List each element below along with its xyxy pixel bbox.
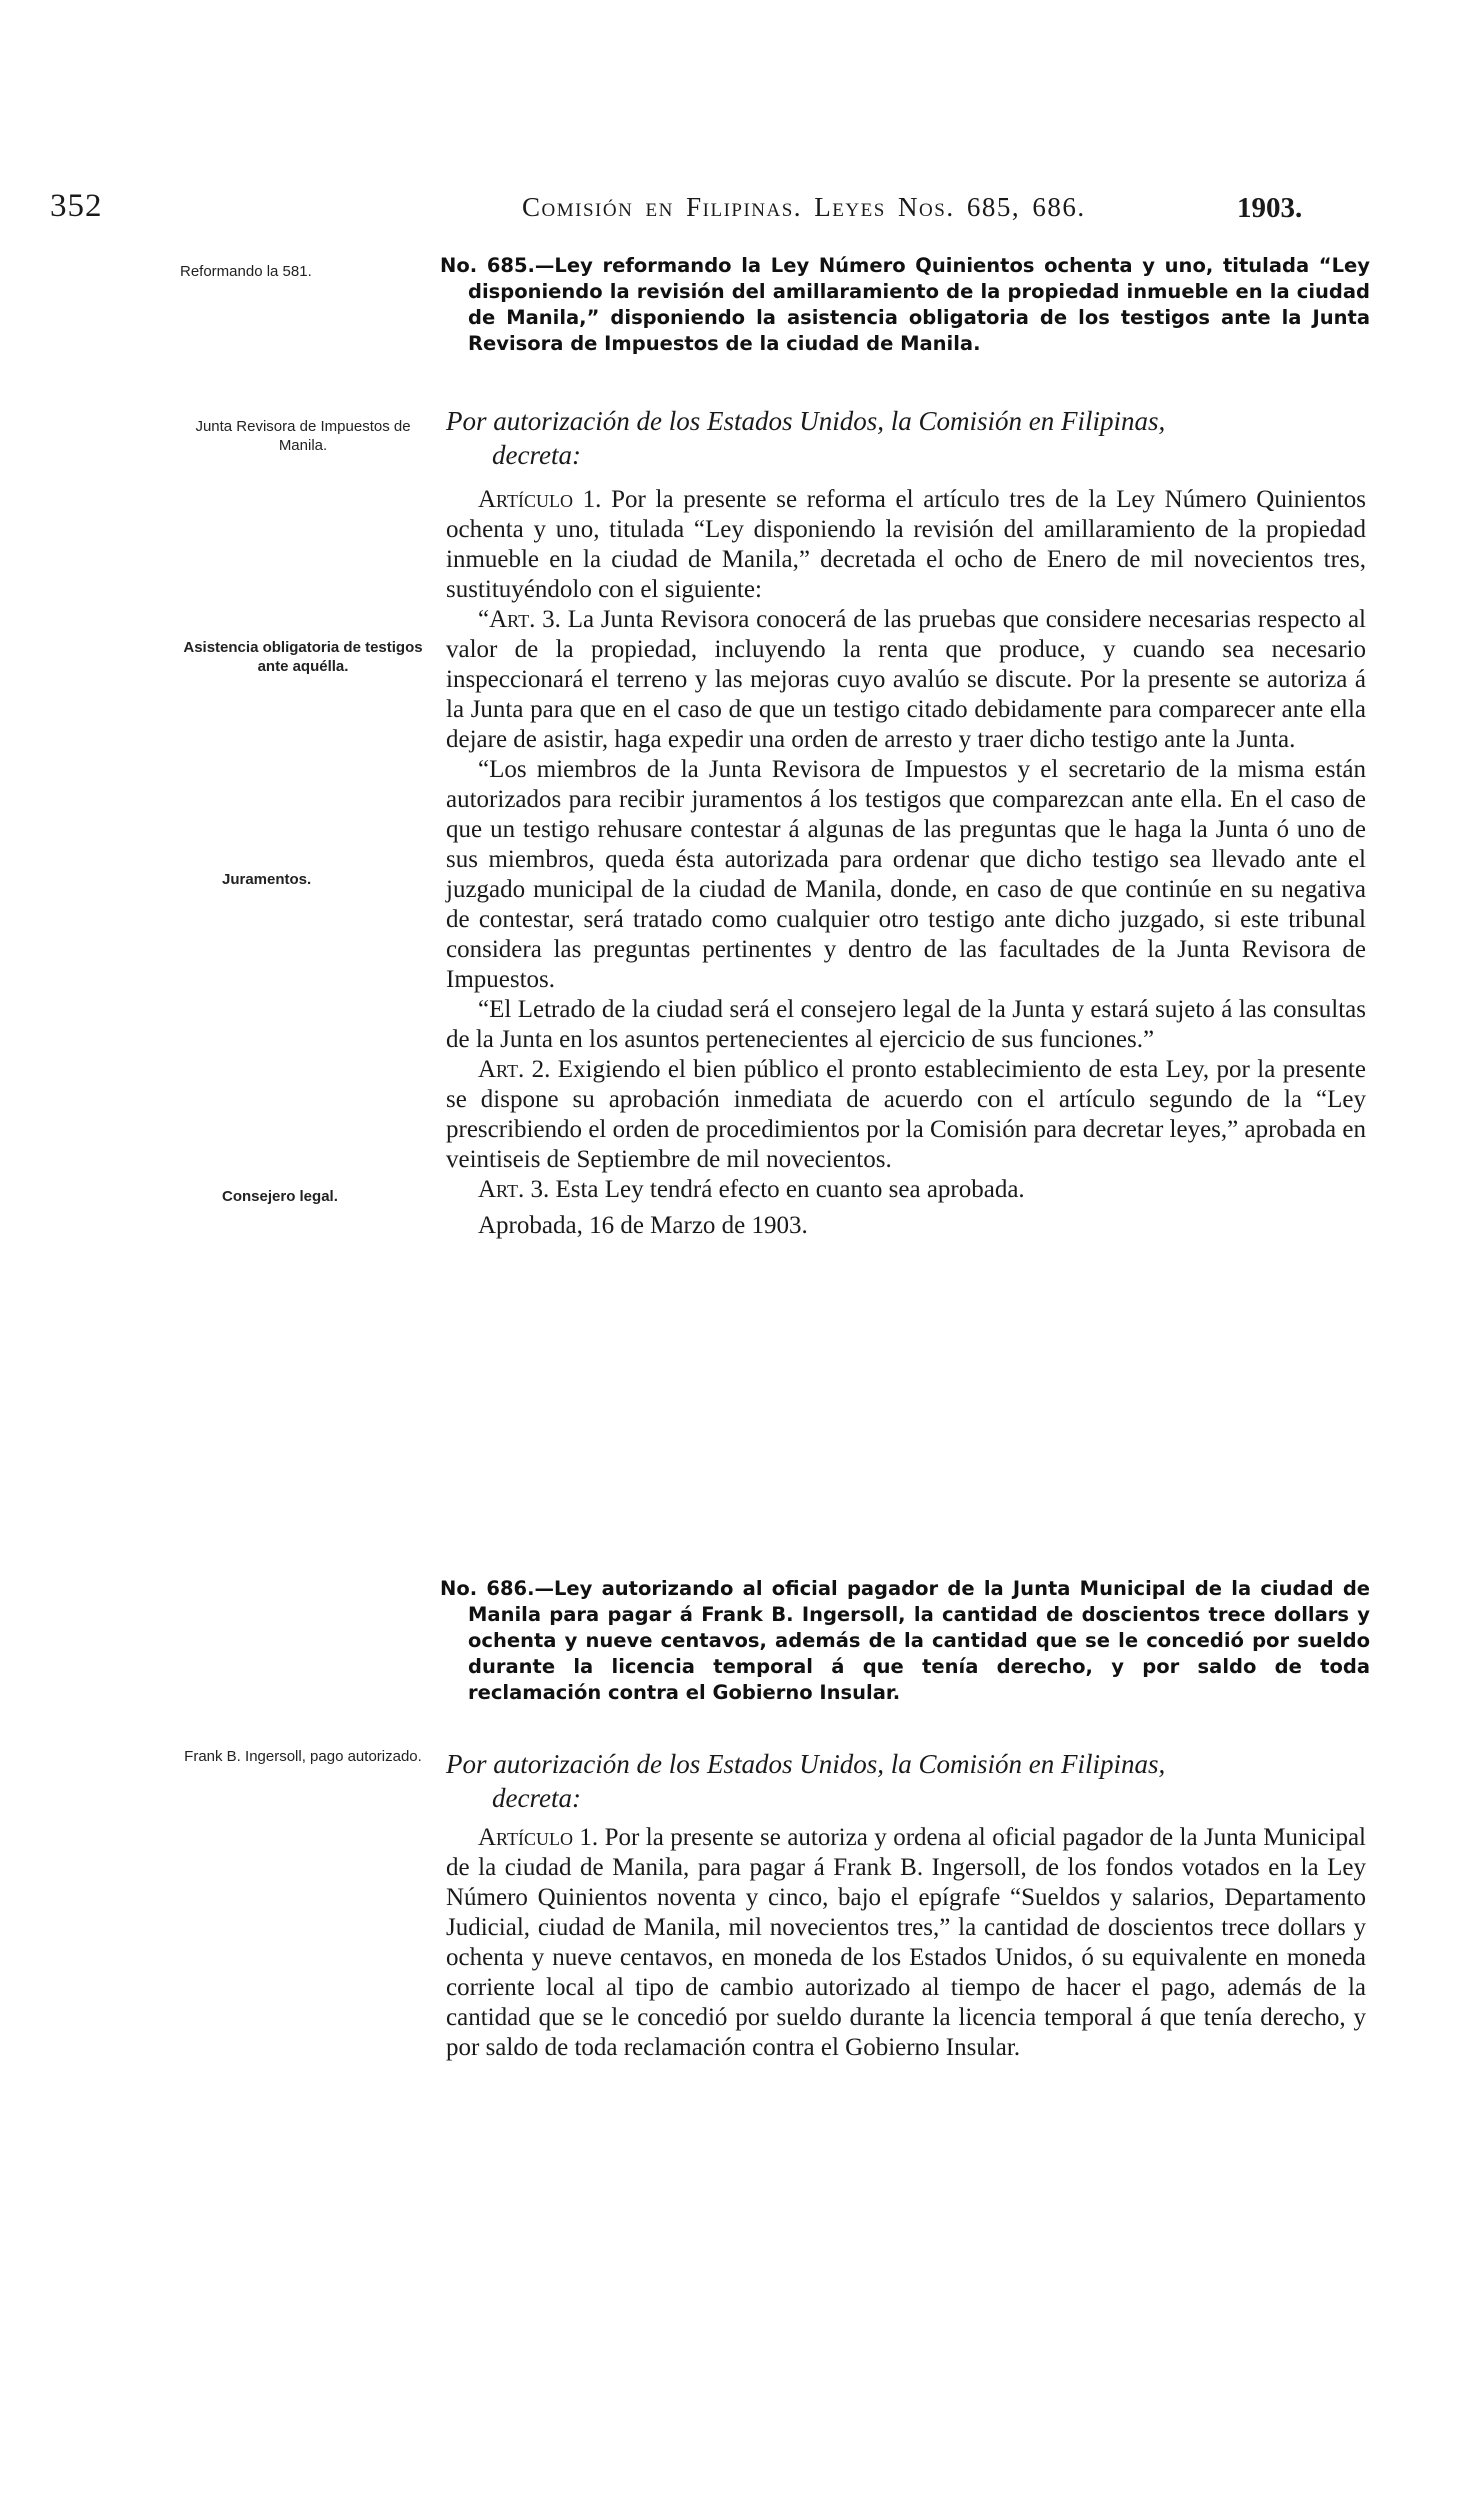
law-685-article-2: [446, 1055, 1366, 1175]
article-label: Art. 3.: [478, 1176, 550, 1203]
enacting-text: Por autorización de los Estados Unidos, la Comisión en Filipinas,: [446, 406, 1166, 436]
running-title: Comisión en Filipinas. Leyes Nos. 685, 686.: [522, 192, 1086, 222]
law-685-juramentos-paragraph: “Los miembros de la Junta Revisora de Impuestos y el secretario de la misma están autorizados para recibir juramentos á los testigos que comparezcan ante ella. En el caso de que un testigo rehusare contestar á algunas de las preguntas que le haga la Junta ó uno de sus miembros, queda ésta autorizada para ordenar que dicho testigo sea llevado ante el juzgado municipal de la ciudad de Manila, donde, en caso de que continúe en su negativa de contestar, será tratado como cualquier otro testigo ante dicho juzgado, si este tribunal considera las preguntas pertinentes y dentro de las facultades de la Junta Revisora de Impuestos.: [446, 756, 1366, 993]
law-686-heading: No. 686.—Ley autorizando al oficial pagador de la Junta Municipal de la ciudad de Manila para pagar á Frank B. Ingersoll, la cantidad de doscientos trece dollars y ochenta y nueve centavos, además de la cantidad que se le concedió por sueldo durante la licencia temporal á que tenía derecho, y por saldo de toda reclamación contra el Gobierno Insular.: [440, 1577, 1370, 1704]
law-685-article-3: [446, 1175, 1366, 1205]
enacting-text: Por autorización de los Estados Unidos, la Comisión en Filipinas,: [446, 1749, 1166, 1779]
law-686-article-1: [446, 1823, 1366, 2063]
page-number: 352: [50, 188, 103, 224]
article-text: Por la presente se reforma el artículo tres de la Ley Número Quinientos ochenta y uno, titulada “Ley disponiendo la revisión del amillaramiento de la propiedad inmueble en la ciudad de Manila,” decretada el ocho de Enero de mil novecientos tres, sustituyéndolo con el siguiente:: [446, 486, 1366, 603]
margin-note-ingersoll: Frank B. Ingersoll, pago autorizado.: [184, 1748, 422, 1765]
margin-note-juramentos: Juramentos.: [222, 871, 312, 888]
decreta-text: decreta:: [492, 440, 581, 470]
article-label: Artículo 1.: [478, 486, 602, 513]
margin-note-asistencia: Asistencia obligatoria de testigos ante aquélla.: [183, 639, 423, 675]
law-685-approval-date: Aprobada, 16 de Marzo de 1903.: [478, 1212, 808, 1239]
article-label: Art. 2.: [478, 1056, 551, 1083]
law-685-enacting-clause: [446, 404, 1376, 472]
running-head: [0, 188, 1471, 228]
article-text: Esta Ley tendrá efecto en cuanto sea aprobada.: [549, 1176, 1025, 1203]
margin-note-consejero: Consejero legal.: [222, 1188, 338, 1205]
margin-note-junta: Junta Revisora de Impuestos de Manila.: [195, 418, 411, 454]
law-685-consejero-paragraph: “El Letrado de la ciudad será el consejero legal de la Junta y estará sujeto á las consultas de la Junta en los asuntos pertenecientes al ejercicio de sus funciones.”: [446, 996, 1366, 1053]
law-685-heading: No. 685.—Ley reformando la Ley Número Quinientos ochenta y uno, titulada “Ley disponiendo la revisión del amillaramiento de la propiedad inmueble en la ciudad de Manila,” disponiendo la asistencia obligatoria de los testigos ante la Junta Revisora de Impuestos de la ciudad de Manila.: [440, 254, 1370, 355]
article-text: Exigiendo el bien público el pronto establecimiento de esta Ley, por la presente se dispone su aprobación inmediata de acuerdo con el artículo segundo de la “Ley prescribiendo el orden de procedimientos por la Comisión para decretar leyes,” aprobada en veintiseis de Septiembre de mil novecientos.: [446, 1056, 1366, 1173]
law-685-article-3-quoted: [446, 605, 1366, 755]
law-685-article-1: [446, 485, 1366, 605]
margin-note-reformando: Reformando la 581.: [180, 263, 312, 280]
law-686-body: [446, 1823, 1366, 2063]
decreta-text: decreta:: [492, 1783, 581, 1813]
running-year: 1903.: [1237, 192, 1303, 224]
article-text: Por la presente se autoriza y ordena al oficial pagador de la Junta Municipal de la ciudad de Manila, para pagar á Frank B. Ingersoll, de los fondos votados en la Ley Número Quinientos noventa y cinco, bajo el epígrafe “Sueldos y salarios, Departamento Judicial, ciudad de Manila, mil novecientos tres,” la cantidad de doscientos trece dollars y ochenta y nueve centavos, en moneda de los Estados Unidos, ó su equivalente en moneda corriente local al tipo de cambio autorizado al tiempo de hacer el pago, además de la cantidad que se le concedió por sueldo durante la licencia temporal á que tenía derecho, y por saldo de toda reclamación contra el Gobierno Insular.: [446, 1824, 1366, 2061]
law-686-enacting-clause: [446, 1747, 1376, 1815]
article-label: Artículo 1.: [478, 1824, 599, 1851]
article-label: “Art. 3.: [478, 606, 561, 633]
law-685-body: [446, 485, 1366, 1241]
article-text: La Junta Revisora conocerá de las pruebas que considere necesarias respecto al valor de la propiedad, incluyendo la renta que produce, y cuando sea necesario inspeccionará el terreno y las mejoras cuyo avalúo se discute. Por la presente se autoriza á la Junta para que en el caso de que un testigo citado debidamente para comparecer ante ella dejare de asistir, haga expedir una orden de arresto y traer dicho testigo ante la Junta.: [446, 606, 1366, 753]
